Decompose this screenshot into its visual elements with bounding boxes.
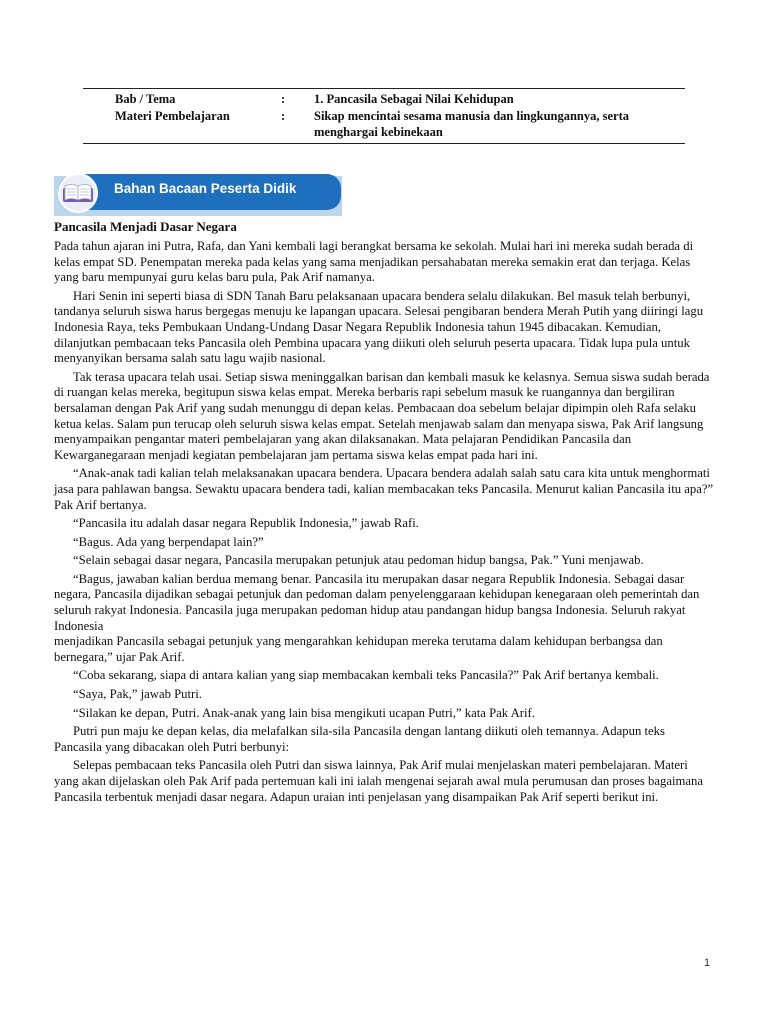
header-value: Sikap mencintai sesama manusia dan lingkungannya, serta menghargai kebinekaan (314, 109, 630, 139)
header-bottom-rule (83, 143, 685, 144)
paragraph: “Saya, Pak,” jawab Putri. (73, 687, 202, 702)
reading-content (54, 219, 714, 808)
section-heading: Pancasila Menjadi Dasar Negara (54, 219, 237, 234)
page-number: 1 (704, 957, 711, 969)
paragraph: Hari Senin ini seperti biasa di SDN Tanah Baru pelaksanaan upacara bendera selalu dilakukan. Bel masuk telah berbunyi, tandanya seluruh siswa harus bergegas menuju ke lapangan upacara. Selesai pengibaran bendera Merah Putih yang diiringi lagu Indonesia Raya, teks Pembukaan Undang-Undang Dasar Negara Republik Indonesia tahun 1945 dibacakan. Kemudian, dilanjutkan pembacaan teks Pancasila oleh Pembina upacara yang diikuti oleh seluruh peserta upacara. Tidak lupa pula untuk menyanyikan bersama salah satu lagu wajib nasional. (54, 288, 704, 366)
paragraph: Tak terasa upacara telah usai. Setiap siswa meninggalkan barisan dan kembali masuk ke kelasnya. Semua siswa sudah berada di ruangan kelas mereka, begitupun siswa kelas empat. Mereka berbaris rapi sebelum masuk ke ruangannya dan bergiliran bersalaman dengan Pak Arif yang sudah menunggu di depan kelas. Pembacaan doa sebelum belajar dipimpin oleh Rafa selaku ketua kelas. Salam pun terucap oleh seluruh siswa kelas empat. Setelah menjawab salam dan menyapa siswa, Pak Arif langsung menyampaikan pengantar materi pembelajaran yang akan dilaksanakan. Mata pelajaran Pendidikan Pancasila dan Kewarganegaraan menjadi kegiatan pembelajaran jam pertama siswa kelas empat pada hari ini. (54, 369, 710, 462)
paragraph: “Pancasila itu adalah dasar negara Republik Indonesia,” jawab Rafi. (73, 516, 419, 531)
paragraph: “Selain sebagai dasar negara, Pancasila merupakan petunjuk atau pedoman hidup bangsa, Pak.” Yuni menjawab. (73, 553, 644, 568)
header-top-rule (83, 88, 685, 89)
header-label: Bab / Tema (115, 92, 176, 106)
banner-title: Bahan Bacaan Peserta Didik (114, 181, 297, 196)
header-value: 1. Pancasila Sebagai Nilai Kehidupan (314, 92, 514, 106)
book-icon (55, 172, 101, 214)
paragraph: “Silakan ke depan, Putri. Anak-anak yang lain bisa mengikuti ucapan Putri,” kata Pak Arif. (73, 705, 535, 720)
paragraph: Pada tahun ajaran ini Putra, Rafa, dan Yani kembali lagi berangkat bersama ke sekolah. Mulai hari ini mereka sudah berada di kelas empat SD. Penempatan mereka pada kelas yang sama menjadikan persahabatan mereka semakin erat dan terjaga. Kelas yang baru mempunyai guru kelas baru pula, Pak Arif namanya. (54, 239, 694, 285)
paragraph: menjadikan Pancasila sebagai petunjuk yang mengarahkan kehidupan mereka terutama dalam kehidupan berbangsa dan bernegara,” ujar Pak Arif. (54, 634, 663, 664)
paragraph: “Anak-anak tadi kalian telah melaksanakan upacara bendera. Upacara bendera adalah salah satu cara kita untuk menghormati jasa para pahlawan bangsa. Sewaktu upacara bendera tadi, kalian membacakan teks Pancasila. Menurut kalian Pancasila itu apa?” Pak Arif bertanya. (54, 466, 714, 512)
paragraph: “Bagus. Ada yang berpendapat lain?” (73, 534, 264, 549)
paragraph: Selepas pembacaan teks Pancasila oleh Putri dan siswa lainnya, Pak Arif mulai menjelaskan materi pembelajaran. Materi yang akan dijelaskan oleh Pak Arif pada pertemuan kali ini ialah mengenai sejarah awal mula perumusan dan proses bagaimana Pancasila terbentuk menjadi dasar negara. Adapun uraian inti penjelasan yang disampaikan Pak Arif seperti berikut ini. (54, 758, 703, 804)
paragraph: Putri pun maju ke depan kelas, dia melafalkan sila-sila Pancasila dengan lantang diikuti oleh temannya. Adapun teks Pancasila yang dibacakan oleh Putri berbunyi: (54, 724, 665, 754)
paragraph: “Bagus, jawaban kalian berdua memang benar. Pancasila itu merupakan dasar negara Republik Indonesia. Sebagai dasar negara, Pancasila dijadikan sebagai petunjuk dan pedoman dalam penyelenggaraan kehidupan kenegaraan oleh pemerintah dan seluruh rakyat Indonesia. Pancasila juga merupakan pedoman hidup atau pandangan hidup bangsa Indonesia. Seluruh rakyat Indonesia (54, 571, 700, 633)
header-label: Materi Pembelajaran (115, 109, 230, 123)
header-colon: : (281, 92, 286, 106)
paragraph: “Coba sekarang, siapa di antara kalian yang siap membacakan kembali teks Pancasila?” Pak Arif bertanya kembali. (73, 668, 659, 683)
header-colon: : (281, 109, 286, 123)
section-banner (54, 172, 342, 216)
